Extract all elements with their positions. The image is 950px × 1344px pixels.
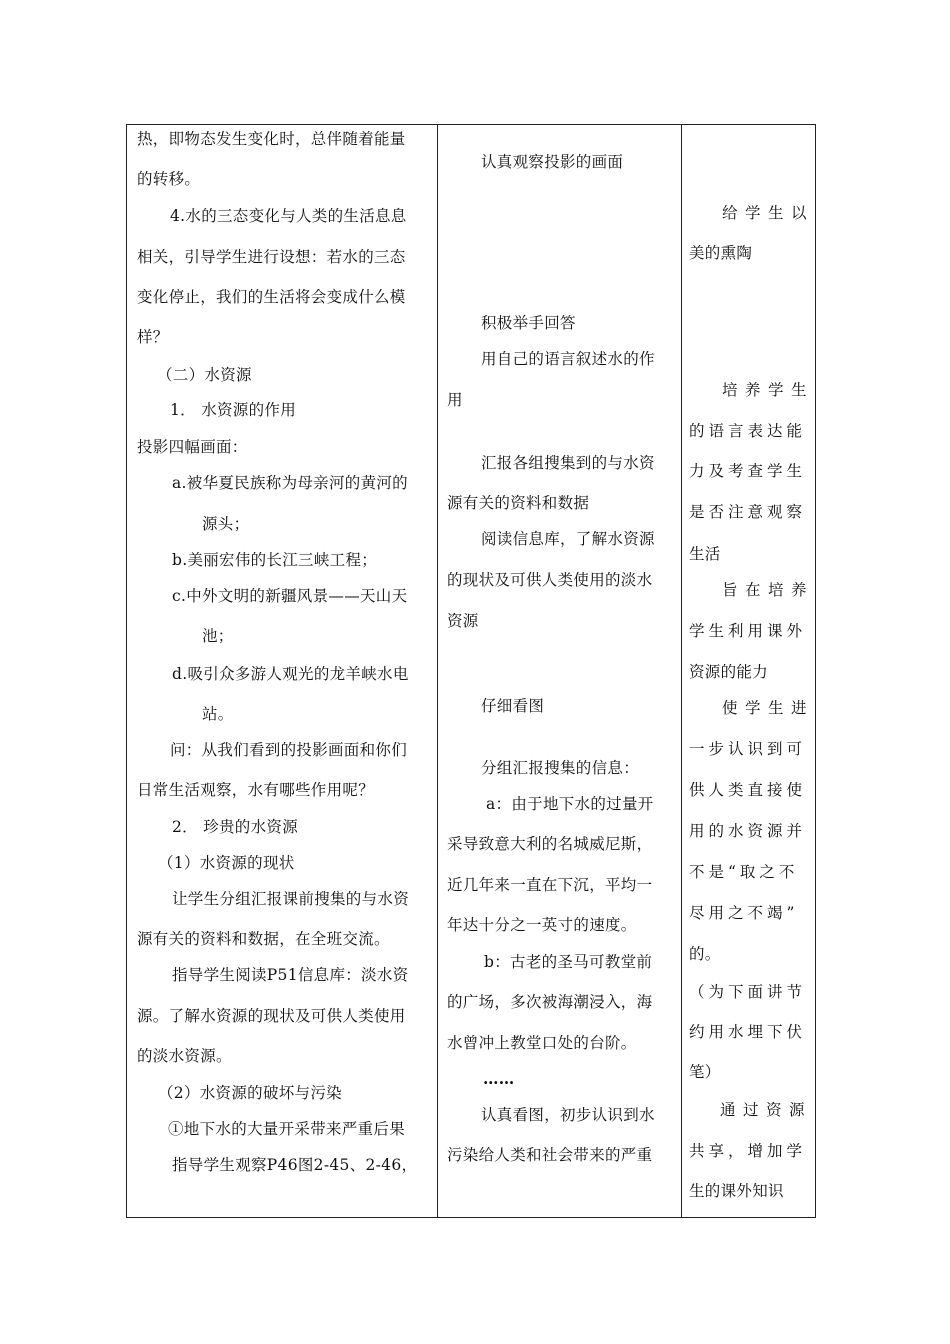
text-line: 仔细看图 [481, 697, 545, 715]
ellipsis: …… [483, 1069, 515, 1088]
list-item-continuation: 站。 [202, 705, 234, 723]
text-line: 源有关的资料和数据 [447, 494, 590, 512]
subsection-heading: （1）水资源的现状 [158, 854, 295, 872]
text-line: 笔） [689, 1063, 721, 1081]
text-line: 4.水的三态变化与人类的生活息息 [170, 207, 407, 225]
column-divider-1 [437, 125, 438, 1217]
text-line: 认真观察投影的画面 [481, 153, 624, 171]
text-line: 让学生分组汇报课前搜集的与水资 [172, 890, 410, 908]
text-line: 日常生活观察，水有哪些作用呢？ [137, 781, 375, 799]
text-line: 水曾冲上教堂口处的台阶。 [447, 1034, 637, 1052]
text-line: 旨在培养 [722, 581, 815, 599]
text-line: 变化停止，我们的生活将会变成什么模 [137, 288, 406, 306]
subsection-heading: 2． 珍贵的水资源 [172, 818, 298, 836]
text-line: 用的水资源并 [689, 822, 807, 840]
text-line: 学生利用课外 [689, 622, 807, 640]
text-line: 生活 [689, 545, 721, 563]
text-line: 通过资源 [720, 1101, 813, 1119]
text-line: 一步认识到可 [689, 740, 807, 758]
text-line: 使学生进 [722, 699, 815, 717]
text-line: 生的课外知识 [689, 1182, 784, 1200]
text-line: 用自己的语言叙述水的作 [481, 350, 655, 368]
list-item: a.被华夏民族称为母亲河的黄河的 [172, 474, 408, 492]
list-item: b.美丽宏伟的长江三峡工程； [172, 551, 378, 569]
text-line: 样？ [137, 328, 169, 346]
text-line: 汇报各组搜集到的与水资 [481, 454, 655, 472]
text-line: 采导致意大利的名城威尼斯， [447, 835, 653, 853]
list-item-continuation: 池； [202, 627, 234, 645]
text-line: 是否注意观察 [689, 503, 807, 521]
text-line: 热，即物态发生变化时，总伴随着能量 [137, 130, 406, 148]
text-line: 的转移。 [137, 170, 201, 188]
text-line: 资源的能力 [689, 663, 769, 681]
text-line: 不是“取之不 [689, 863, 799, 881]
text-line: 的广场，多次被海潮浸入，海 [447, 993, 653, 1011]
list-item: d.吸引众多游人观光的龙羊峡水电 [172, 665, 409, 683]
text-line: 问：从我们看到的投影画面和你们 [170, 741, 408, 759]
text-line: 用 [447, 391, 463, 409]
text-line: 供人类直接使 [689, 781, 807, 799]
text-line: 尽用之不竭” [689, 904, 799, 922]
text-line: 的现状及可供人类使用的淡水 [447, 571, 653, 589]
text-line: 近几年来一直在下沉，平均一 [447, 876, 653, 894]
column-divider-2 [681, 125, 682, 1217]
text-line: a：由于地下水的过量开 [486, 795, 654, 813]
subsection-heading: （2）水资源的破坏与污染 [158, 1084, 342, 1102]
text-line: 认真看图，初步认识到水 [481, 1106, 655, 1124]
text-line: b：古老的圣马可教堂前 [484, 953, 653, 971]
text-line: 力及考查学生 [689, 462, 807, 480]
text-line: 的语言表达能 [689, 422, 807, 440]
text-line: 投影四幅画面： [137, 438, 248, 456]
list-item-continuation: 源头； [202, 515, 250, 533]
text-line: 年达十分之一英寸的速度。 [447, 916, 637, 934]
text-line: 的淡水资源。 [137, 1047, 232, 1065]
text-line: 积极举手回答 [481, 314, 576, 332]
text-line: 约用水埋下伏 [689, 1023, 807, 1041]
text-line: 指导学生观察P46图2-45、2-46， [172, 1156, 418, 1174]
text-line: 资源 [447, 612, 479, 630]
text-line: 的。 [689, 945, 721, 963]
text-line: 源。了解水资源的现状及可供人类使用 [137, 1007, 406, 1025]
text-line: 给学生以 [722, 204, 815, 222]
section-heading: （二）水资源 [157, 366, 252, 384]
subsection-heading: 1． 水资源的作用 [170, 401, 296, 419]
list-item: c.中外文明的新疆风景——天山天 [172, 587, 408, 605]
text-line: 培养学生 [722, 381, 815, 399]
text-line: 污染给人类和社会带来的严重 [447, 1146, 653, 1164]
text-line: 阅读信息库，了解水资源 [481, 530, 655, 548]
text-line: 相关，引导学生进行设想：若水的三态 [137, 248, 406, 266]
text-line: ①地下水的大量开采带来严重后果 [168, 1120, 406, 1138]
text-line: 分组汇报搜集的信息： [481, 759, 640, 777]
text-line: 源有关的资料和数据，在全班交流。 [137, 930, 390, 948]
text-line: 共享，增加学 [689, 1142, 807, 1160]
text-line: 指导学生阅读P51信息库：淡水资 [172, 966, 409, 984]
text-line: 美的熏陶 [689, 244, 753, 262]
text-line: （为下面讲节 [689, 983, 807, 1001]
